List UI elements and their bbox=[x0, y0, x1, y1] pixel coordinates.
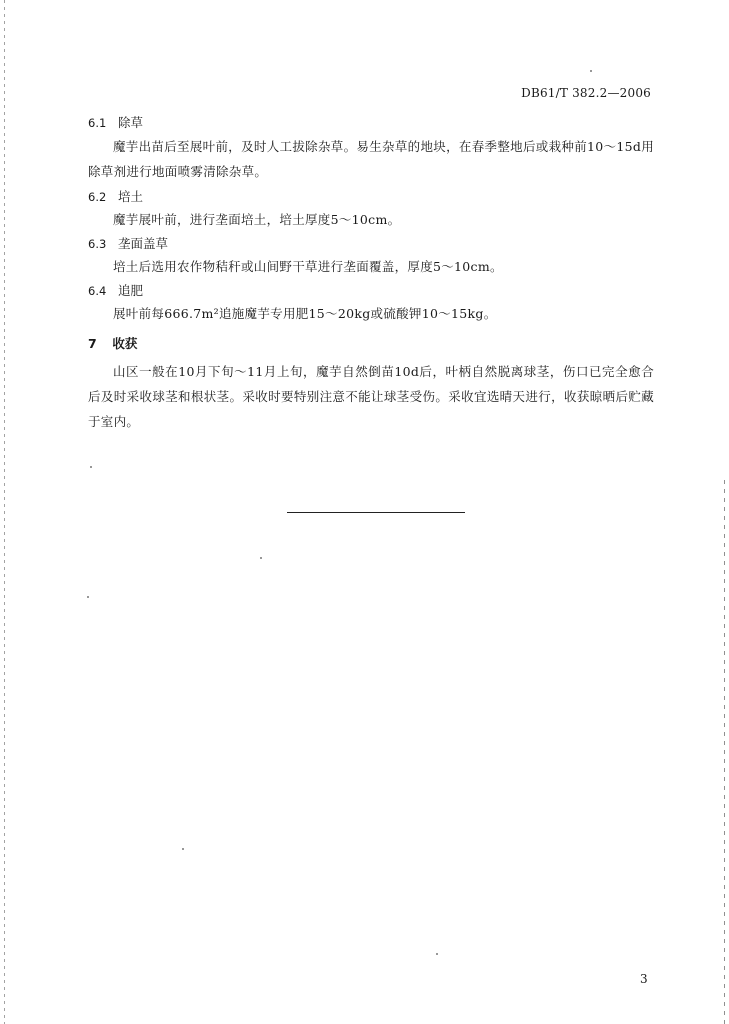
section-heading-6-2 bbox=[88, 186, 654, 208]
scan-speck bbox=[87, 596, 89, 598]
section-number: 6.1 bbox=[88, 116, 107, 130]
scan-edge-right bbox=[724, 480, 725, 1024]
chapter-heading-7 bbox=[88, 333, 654, 355]
section-number: 6.4 bbox=[88, 284, 107, 298]
chapter-text-7: 山区一般在10月下旬～11月上旬，魔芋自然倒苗10d后，叶柄自然脱离球茎，伤口已完全愈合后及时采收球茎和根状茎。采收时要特别注意不能让球茎受伤。采收宜选晴天进行，收获晾晒后贮藏于室内。 bbox=[88, 364, 654, 429]
section-number: 6.2 bbox=[88, 190, 107, 204]
section-title: 追肥 bbox=[117, 283, 143, 298]
scan-speck bbox=[436, 953, 438, 955]
section-title: 垄面盖草 bbox=[117, 236, 168, 251]
section-heading-6-4 bbox=[88, 280, 654, 302]
end-of-document-rule bbox=[287, 512, 465, 513]
section-text-6-1: 魔芋出苗后至展叶前，及时人工拔除杂草。易生杂草的地块，在春季整地后或栽种前10～15d用除草剂进行地面喷雾清除杂草。 bbox=[88, 139, 654, 179]
chapter-title: 收获 bbox=[112, 336, 138, 351]
document-body bbox=[88, 112, 654, 436]
scan-speck bbox=[260, 557, 262, 559]
section-text-6-4: 展叶前每666.7m²追施魔芋专用肥15～20kg或硫酸钾10～15kg。 bbox=[113, 306, 497, 321]
section-text-6-2: 魔芋展叶前，进行垄面培土，培土厚度5～10cm。 bbox=[113, 212, 401, 227]
standard-number: DB61/T 382.2—2006 bbox=[521, 86, 651, 100]
scan-edge-left bbox=[4, 0, 5, 1024]
section-title: 培土 bbox=[117, 189, 143, 204]
page-number: 3 bbox=[640, 972, 648, 986]
section-heading-6-1 bbox=[88, 112, 654, 134]
section-text-6-3: 培土后选用农作物秸秆或山间野干草进行垄面覆盖，厚度5～10cm。 bbox=[113, 259, 503, 274]
scan-speck bbox=[182, 848, 184, 850]
scan-speck bbox=[90, 466, 92, 468]
section-heading-6-3 bbox=[88, 233, 654, 255]
scan-speck bbox=[590, 70, 592, 72]
chapter-number: 7 bbox=[88, 336, 97, 351]
section-number: 6.3 bbox=[88, 237, 107, 251]
section-title: 除草 bbox=[117, 115, 143, 130]
